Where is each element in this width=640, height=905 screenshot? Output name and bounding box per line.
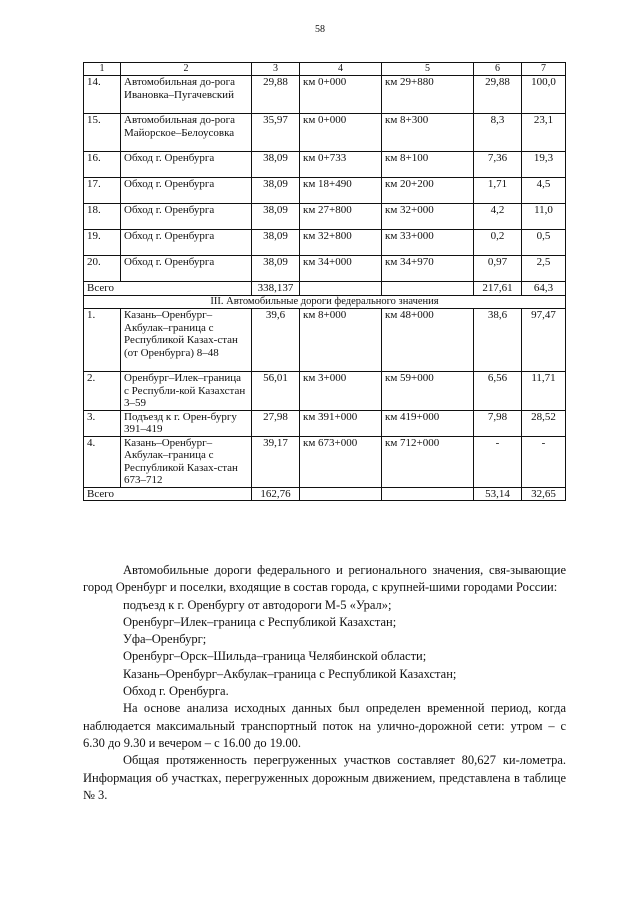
road-name: Казань–Оренбург–Акбулак–граница с Республикой Казах-стан 673–712 (121, 436, 252, 487)
road-length: 38,09 (252, 256, 300, 282)
col6-value: 8,3 (474, 114, 522, 152)
total-label: Всего (84, 487, 252, 501)
road-name: Автомобильная до-рога Ивановка–Пугачевский (121, 76, 252, 114)
row-number: 17. (84, 178, 121, 204)
road-length: 27,98 (252, 410, 300, 436)
road-length: 38,09 (252, 152, 300, 178)
road-length: 39,6 (252, 309, 300, 372)
list-item: Оренбург–Илек–граница с Республикой Казахстан; (123, 614, 397, 629)
section-title: III. Автомобильные дороги федерального значения (84, 295, 566, 309)
header-cell: 6 (474, 63, 522, 76)
row-number: 15. (84, 114, 121, 152)
table-row (84, 309, 566, 372)
row-number: 20. (84, 256, 121, 282)
col7-value: - (522, 436, 566, 487)
col7-value: 97,47 (522, 309, 566, 372)
header-cell: 2 (121, 63, 252, 76)
row-number: 1. (84, 309, 121, 372)
header-cell: 3 (252, 63, 300, 76)
list-item: Оренбург–Орск–Шильда–граница Челябинской области; (123, 649, 427, 664)
km-end: км 32+000 (382, 204, 474, 230)
col6-value: 4,2 (474, 204, 522, 230)
header-cell: 4 (300, 63, 382, 76)
km-end: км 29+880 (382, 76, 474, 114)
road-length: 38,09 (252, 178, 300, 204)
list-item: Уфа–Оренбург; (123, 632, 207, 647)
col7-value: 4,5 (522, 178, 566, 204)
table-header-row (84, 63, 566, 76)
road-name: Казань–Оренбург–Акбулак–граница с Республикой Казах-стан (от Оренбурга) 8–48 (121, 309, 252, 372)
col7-value: 23,1 (522, 114, 566, 152)
col7-value: 28,52 (522, 410, 566, 436)
col6-value: 0,2 (474, 230, 522, 256)
table-row (84, 178, 566, 204)
col6-value: 7,98 (474, 410, 522, 436)
road-name: Обход г. Оренбурга (121, 178, 252, 204)
row-number: 14. (84, 76, 121, 114)
road-name: Обход г. Оренбурга (121, 152, 252, 178)
list-item: подъезд к г. Оренбургу от автодороги М-5 «Урал»; (123, 597, 392, 612)
km-end: км 712+000 (382, 436, 474, 487)
table-row (84, 152, 566, 178)
total-row (84, 282, 566, 296)
section-row (84, 295, 566, 309)
table-row (84, 114, 566, 152)
col6-value: 0,97 (474, 256, 522, 282)
km-start: км 18+490 (300, 178, 382, 204)
km-start: км 391+000 (300, 410, 382, 436)
roads-table (83, 62, 566, 501)
col7-value: 19,3 (522, 152, 566, 178)
total-col7: 32,65 (522, 487, 566, 501)
col7-value: 0,5 (522, 230, 566, 256)
total-row (84, 487, 566, 501)
road-length: 38,09 (252, 230, 300, 256)
paragraph-congestion: Общая протяженность перегруженных участков составляет 80,627 ки-лометра. Информация об участках, перегруженных дорожным движением, представлена в таблице № 3. (83, 753, 566, 802)
km-start: км 0+000 (300, 76, 382, 114)
total-label: Всего (84, 282, 252, 296)
row-number: 3. (84, 410, 121, 436)
table-row (84, 372, 566, 411)
km-end: км 59+000 (382, 372, 474, 411)
km-end: км 33+000 (382, 230, 474, 256)
page-number: 58 (315, 24, 325, 35)
road-name: Оренбург–Илек–граница с Республи-кой Казахстан 3–59 (121, 372, 252, 411)
km-start: км 8+000 (300, 309, 382, 372)
col6-value: 7,36 (474, 152, 522, 178)
row-number: 19. (84, 230, 121, 256)
empty-cell (300, 282, 382, 296)
col6-value: - (474, 436, 522, 487)
col6-value: 29,88 (474, 76, 522, 114)
km-start: км 27+800 (300, 204, 382, 230)
table-row (84, 204, 566, 230)
km-end: км 34+970 (382, 256, 474, 282)
road-length: 39,17 (252, 436, 300, 487)
paragraph-peak-time: На основе анализа исходных данных был определен временной период, когда наблюдается максимальный транспортный поток на улично-дорожной сети: утром – с 6.30 до 9.30 и вечером – с 16.00 до 19.00. (83, 701, 566, 750)
km-start: км 32+800 (300, 230, 382, 256)
list-item: Казань–Оренбург–Акбулак–граница с Республикой Казахстан; (123, 666, 457, 681)
km-start: км 0+733 (300, 152, 382, 178)
total-length: 338,137 (252, 282, 300, 296)
km-start: км 673+000 (300, 436, 382, 487)
road-length: 29,88 (252, 76, 300, 114)
header-cell: 7 (522, 63, 566, 76)
row-number: 18. (84, 204, 121, 230)
road-length: 35,97 (252, 114, 300, 152)
table-row (84, 410, 566, 436)
road-name: Обход г. Оренбурга (121, 230, 252, 256)
road-name: Автомобильная до-рога Майорское–Белоусовка (121, 114, 252, 152)
road-length: 38,09 (252, 204, 300, 230)
row-number: 16. (84, 152, 121, 178)
total-length: 162,76 (252, 487, 300, 501)
header-cell: 5 (382, 63, 474, 76)
km-end: км 8+100 (382, 152, 474, 178)
km-end: км 8+300 (382, 114, 474, 152)
km-start: км 34+000 (300, 256, 382, 282)
row-number: 4. (84, 436, 121, 487)
empty-cell (300, 487, 382, 501)
row-number: 2. (84, 372, 121, 411)
col6-value: 1,71 (474, 178, 522, 204)
road-name: Обход г. Оренбурга (121, 204, 252, 230)
table-row (84, 76, 566, 114)
table-row (84, 256, 566, 282)
empty-cell (382, 487, 474, 501)
col7-value: 100,0 (522, 76, 566, 114)
col6-value: 38,6 (474, 309, 522, 372)
km-end: км 20+200 (382, 178, 474, 204)
paragraph-roads: Автомобильные дороги федерального и регионального значения, свя-зывающие город Оренбург и поселки, входящие в состав города, с крупней-шими городами России: (83, 563, 566, 595)
col7-value: 2,5 (522, 256, 566, 282)
total-col6: 217,61 (474, 282, 522, 296)
km-end: км 419+000 (382, 410, 474, 436)
col6-value: 6,56 (474, 372, 522, 411)
road-name: Подъезд к г. Орен-бургу 391–419 (121, 410, 252, 436)
table-row (84, 436, 566, 487)
col7-value: 11,71 (522, 372, 566, 411)
empty-cell (382, 282, 474, 296)
road-name: Обход г. Оренбурга (121, 256, 252, 282)
table-row (84, 230, 566, 256)
road-length: 56,01 (252, 372, 300, 411)
total-col6: 53,14 (474, 487, 522, 501)
header-cell: 1 (84, 63, 121, 76)
total-col7: 64,3 (522, 282, 566, 296)
col7-value: 11,0 (522, 204, 566, 230)
km-start: км 3+000 (300, 372, 382, 411)
km-start: км 0+000 (300, 114, 382, 152)
list-item: Обход г. Оренбурга. (123, 684, 229, 699)
body-text (83, 562, 566, 804)
km-end: км 48+000 (382, 309, 474, 372)
